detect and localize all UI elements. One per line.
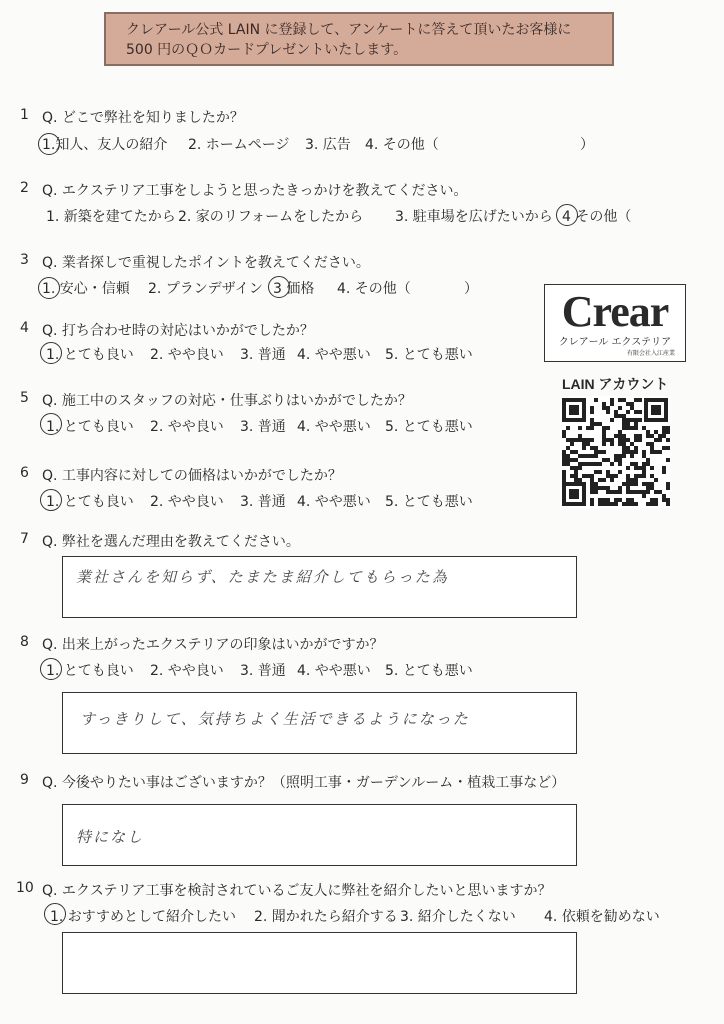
option: 4. やや悪い [297, 419, 371, 435]
option: 2. やや良い [150, 663, 224, 679]
option: 2. やや良い [150, 419, 224, 435]
option: 4. やや悪い [297, 494, 371, 510]
question-number: 8 [20, 634, 29, 650]
selected-circle [40, 658, 62, 680]
question-number: 3 [20, 252, 29, 268]
option: 4. 依頼を勧めない [544, 909, 660, 925]
option: 2. 聞かれたら紹介する [254, 909, 398, 925]
selected-circle [38, 133, 60, 155]
option: 5. とても悪い [385, 494, 473, 510]
question-number: 10 [16, 880, 34, 896]
qr-code-icon[interactable] [560, 396, 670, 508]
option: 3. 広告 [305, 137, 351, 153]
option: 4 その他（ [562, 209, 632, 225]
option: 1. おすすめとして紹介したい [50, 909, 236, 925]
question-text: Q. 工事内容に対しての価格はいかがでしたか？ [42, 468, 342, 484]
question-number: 6 [20, 465, 29, 481]
question-number: 2 [20, 180, 29, 196]
option: 2. やや良い [150, 494, 224, 510]
option: 1. 安心・信頼 [42, 281, 130, 297]
option: 1. 新築を建てたから [46, 209, 176, 225]
selected-circle [40, 413, 62, 435]
option: 2. ホームページ [188, 137, 290, 153]
selected-circle [40, 489, 62, 511]
question-text: Q. エクステリア工事を検討されているご友人に弊社を紹介したいと思いますか？ [42, 883, 552, 899]
selected-circle [38, 277, 60, 299]
option: 3. 普通 [240, 347, 286, 363]
option: 3. 普通 [240, 663, 286, 679]
selected-circle [44, 903, 66, 925]
question-number: 4 [20, 320, 29, 336]
promo-banner [104, 12, 614, 66]
option: 3. 駐車場を広げたいから [395, 209, 553, 225]
option: 2. プランデザイン [148, 281, 263, 297]
option: 1.知人、友人の紹介 [42, 137, 168, 153]
handwritten-answer: 特になし [76, 828, 145, 846]
banner-line-1: クレアール公式 LAIN に登録して、アンケートに答えて頂いたお客様に [126, 22, 572, 38]
option: 2. やや良い [150, 347, 224, 363]
question-text: Q. どこで弊社を知りましたか？ [42, 110, 244, 126]
option: 4. やや悪い [297, 663, 371, 679]
option: 3. 紹介したくない [400, 909, 516, 925]
selected-circle [40, 342, 62, 364]
logo-subtitle: クレアール エクステリア [558, 337, 672, 348]
option: 5. とても悪い [385, 347, 473, 363]
selected-circle [556, 204, 578, 226]
option: 3. 普通 [240, 494, 286, 510]
question-number: 5 [20, 390, 29, 406]
option-close-paren: ） [580, 137, 594, 153]
option: 4. やや悪い [297, 347, 371, 363]
question-number: 1 [20, 107, 29, 123]
option: 3 価格 [273, 281, 315, 297]
handwritten-answer: 業社さんを知らず、たまたま紹介してもらった為 [76, 568, 449, 586]
selected-circle [268, 276, 290, 298]
question-text: Q. 弊社を選んだ理由を教えてください。 [42, 534, 300, 550]
option: 4. その他（ [365, 137, 439, 153]
banner-line-2: 500 円のＱＯカードプレゼントいたします。 [126, 42, 408, 58]
option: 1. とても良い [46, 419, 134, 435]
logo-brand: Crear [561, 287, 669, 336]
lain-account-label: LAIN アカウント [562, 376, 669, 392]
question-text: Q. 業者探しで重視したポイントを教えてください。 [42, 255, 370, 271]
option: 3. 普通 [240, 419, 286, 435]
answer-box [62, 932, 577, 994]
logo-company: 有限会社入江産業 [626, 350, 675, 357]
option: 5. とても悪い [385, 663, 473, 679]
option: 1. とても良い [46, 347, 134, 363]
question-number: 7 [20, 531, 29, 547]
option: 1. とても良い [46, 494, 134, 510]
crear-logo [544, 284, 686, 362]
handwritten-answer: すっきりして、気持ちよく生活できるようになった [80, 710, 470, 728]
option: 5. とても悪い [385, 419, 473, 435]
question-text: Q. 今後やりたい事はございますか？（照明工事・ガーデンルーム・植栽工事など） [42, 775, 566, 791]
option: 1. とても良い [46, 663, 134, 679]
question-text: Q. 出来上がったエクステリアの印象はいかがですか？ [42, 637, 384, 653]
option: 2. 家のリフォームをしたから [178, 209, 364, 225]
question-text: Q. 施工中のスタッフの対応・仕事ぶりはいかがでしたか？ [42, 393, 412, 409]
option: 4. その他（ [337, 281, 411, 297]
question-text: Q. エクステリア工事をしようと思ったきっかけを教えてください。 [42, 183, 468, 199]
question-text: Q. 打ち合わせ時の対応はいかがでしたか？ [42, 323, 314, 339]
question-number: 9 [20, 772, 29, 788]
option-close-paren: ） [464, 281, 478, 297]
